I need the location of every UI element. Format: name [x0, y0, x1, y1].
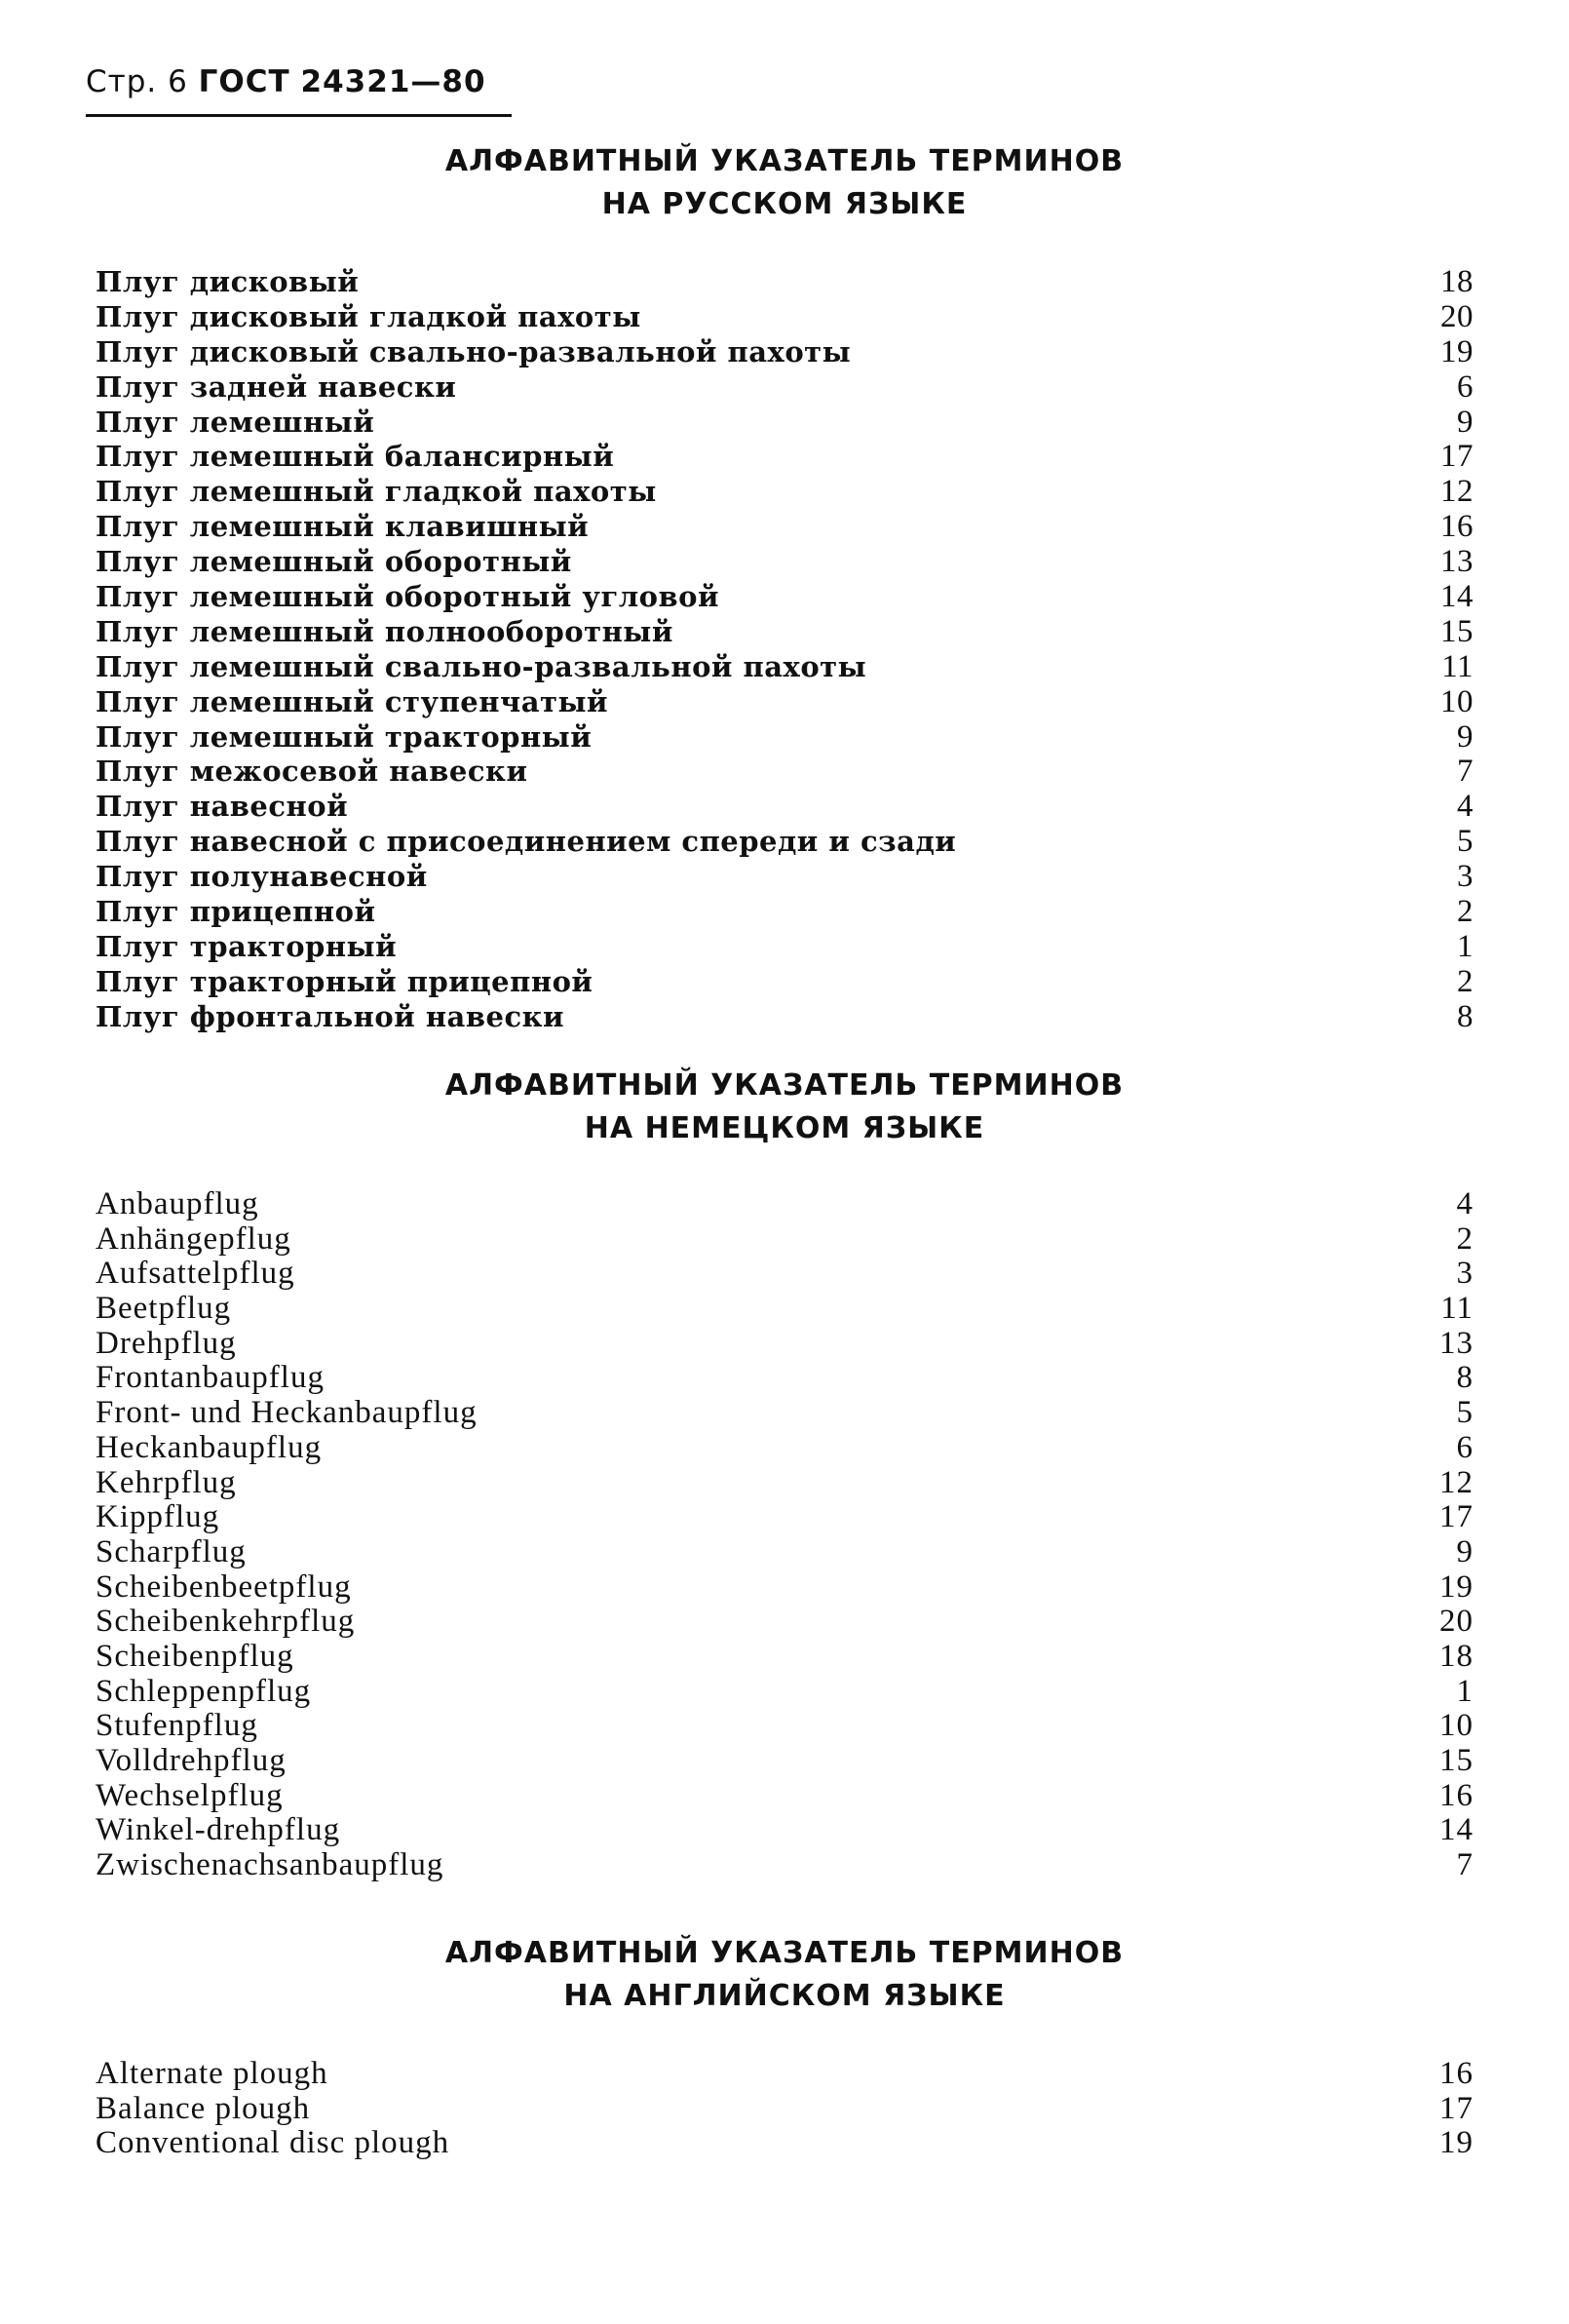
index-ref-number: 20 — [1440, 298, 1473, 334]
index-ref-number: 14 — [1439, 1812, 1473, 1848]
index-term: Frontanbaupflug — [96, 1360, 325, 1396]
index-ref-number: 12 — [1439, 1464, 1473, 1500]
index-term: Плуг навесной с присоединением спереди и сзади — [96, 825, 957, 859]
index-entry — [90, 825, 1473, 860]
index-entry — [90, 615, 1473, 650]
index-entry — [90, 1222, 1473, 1258]
index-entry — [90, 1605, 1473, 1640]
german-index-title — [0, 1065, 1569, 1150]
index-entry — [90, 300, 1473, 335]
index-ref-number: 8 — [1456, 1360, 1473, 1396]
index-entry — [90, 685, 1473, 720]
index-term: Плуг фронтальной навески — [96, 999, 565, 1033]
index-entry — [90, 1257, 1473, 1292]
index-entry — [90, 1813, 1473, 1848]
index-entry — [90, 510, 1473, 545]
index-entry — [90, 1500, 1473, 1535]
standard-number: 24321—80 — [300, 64, 486, 99]
index-ref-number: 17 — [1440, 439, 1473, 475]
index-entry — [90, 755, 1473, 790]
index-term: Плуг лемешный клавишный — [96, 510, 590, 544]
index-term: Anhängepflug — [96, 1220, 291, 1257]
index-term: Плуг дисковый свально-развальной пахоты — [96, 334, 852, 368]
index-entry — [90, 1361, 1473, 1396]
index-term: Scharpflug — [96, 1533, 247, 1569]
index-term: Плуг навесной — [96, 790, 349, 824]
index-ref-number: 10 — [1439, 1708, 1473, 1744]
index-ref-number: 2 — [1457, 894, 1473, 930]
index-entry — [90, 790, 1473, 825]
section-title-line: АЛФАВИТНЫЙ УКАЗАТЕЛЬ ТЕРМИНОВ — [444, 1936, 1125, 1970]
index-ref-number: 2 — [1457, 963, 1473, 999]
index-entry — [90, 965, 1473, 1000]
index-term: Aufsattelpflug — [96, 1256, 295, 1292]
header-rule — [86, 114, 512, 117]
index-ref-number: 4 — [1457, 789, 1473, 825]
index-ref-number: 15 — [1440, 613, 1473, 649]
index-term: Плуг лемешный оборотный — [96, 545, 572, 579]
index-ref-number: 3 — [1457, 859, 1473, 895]
index-ref-number: 20 — [1439, 1604, 1473, 1640]
section-title-line: АЛФАВИТНЫЙ УКАЗАТЕЛЬ ТЕРМИНОВ — [444, 144, 1125, 178]
index-ref-number: 12 — [1440, 474, 1473, 510]
index-ref-number: 17 — [1439, 1499, 1473, 1535]
index-ref-number: 14 — [1440, 579, 1473, 615]
index-term: Плуг дисковый гладкой пахоты — [96, 299, 641, 333]
index-term: Плуг лемешный оборотный угловой — [96, 580, 720, 614]
standard-label: ГОСТ — [198, 64, 290, 99]
index-entry — [90, 1187, 1473, 1222]
index-ref-number: 19 — [1439, 2125, 1473, 2161]
index-term: Плуг лемешный полнооборотный — [96, 614, 673, 648]
index-ref-number: 9 — [1456, 1533, 1473, 1569]
index-term: Плуг лемешный свально-развальной пахоты — [96, 649, 867, 683]
index-term: Kehrpflug — [96, 1464, 237, 1500]
index-ref-number: 19 — [1440, 333, 1473, 369]
index-term: Плуг тракторный — [96, 929, 398, 963]
index-ref-number: 13 — [1439, 1325, 1473, 1361]
index-ref-number: 6 — [1457, 368, 1473, 405]
russian-index-title — [0, 140, 1569, 226]
index-entry — [90, 1709, 1473, 1744]
index-term: Плуг лемешный — [96, 405, 375, 439]
index-ref-number: 9 — [1457, 718, 1473, 755]
index-ref-number: 18 — [1440, 264, 1473, 299]
index-term: Anbaupflug — [96, 1186, 259, 1221]
index-ref-number: 3 — [1456, 1256, 1473, 1292]
index-term: Volldrehpflug — [96, 1743, 287, 1778]
index-ref-number: 5 — [1456, 1395, 1473, 1431]
english-index-title — [0, 1932, 1569, 2018]
index-entry — [90, 475, 1473, 510]
index-ref-number: 16 — [1439, 1777, 1473, 1813]
index-ref-number: 7 — [1457, 754, 1473, 790]
index-term: Heckanbaupflug — [96, 1429, 323, 1465]
index-entry — [90, 2126, 1473, 2161]
index-term: Scheibenpflug — [96, 1638, 294, 1674]
english-index-list — [90, 2057, 1473, 2161]
index-ref-number: 15 — [1439, 1743, 1473, 1778]
index-term: Beetpflug — [96, 1291, 232, 1327]
index-ref-number: 13 — [1440, 544, 1473, 580]
index-term: Kippflug — [96, 1499, 220, 1535]
page-label: Стр. 6 — [86, 64, 188, 99]
index-entry — [90, 650, 1473, 685]
index-ref-number: 2 — [1456, 1220, 1473, 1257]
index-term: Stufenpflug — [96, 1708, 258, 1744]
index-ref-number: 11 — [1440, 1291, 1473, 1327]
index-ref-number: 10 — [1440, 683, 1473, 719]
index-ref-number: 8 — [1457, 998, 1473, 1034]
index-entry — [90, 265, 1473, 300]
index-ref-number: 9 — [1457, 404, 1473, 440]
index-term: Schleppenpflug — [96, 1673, 312, 1709]
russian-index-list — [90, 265, 1473, 1035]
index-term: Scheibenkehrpflug — [96, 1604, 356, 1640]
page-header — [86, 64, 486, 99]
index-ref-number: 5 — [1457, 824, 1473, 860]
index-term: Front- und Heckanbaupflug — [96, 1395, 478, 1431]
index-term: Zwischenachsanbaupflug — [96, 1847, 444, 1883]
index-entry — [90, 895, 1473, 930]
index-entry — [90, 370, 1473, 406]
index-entry — [90, 580, 1473, 615]
index-entry — [90, 1431, 1473, 1466]
index-ref-number: 18 — [1439, 1638, 1473, 1674]
index-entry — [90, 930, 1473, 965]
index-term: Плуг лемешный ступенчатый — [96, 684, 609, 718]
index-entry — [90, 2057, 1473, 2092]
index-ref-number: 16 — [1439, 2056, 1473, 2091]
index-term: Conventional disc plough — [96, 2125, 450, 2161]
index-entry — [90, 1466, 1473, 1501]
index-entry — [90, 545, 1473, 580]
index-term: Scheibenbeetpflug — [96, 1569, 352, 1605]
index-term: Wechselpflug — [96, 1777, 284, 1813]
index-term: Плуг лемешный тракторный — [96, 719, 593, 754]
index-ref-number: 4 — [1456, 1186, 1473, 1221]
index-entry — [90, 1292, 1473, 1327]
index-term: Плуг межосевой навески — [96, 755, 528, 789]
index-entry — [90, 1535, 1473, 1570]
index-term: Плуг лемешный балансирный — [96, 440, 615, 474]
index-term: Alternate plough — [96, 2056, 328, 2091]
index-entry — [90, 720, 1473, 755]
index-term: Плуг прицепной — [96, 895, 376, 929]
index-ref-number: 1 — [1456, 1673, 1473, 1709]
index-entry — [90, 1000, 1473, 1035]
index-entry — [90, 1327, 1473, 1362]
index-entry — [90, 1675, 1473, 1710]
index-ref-number: 7 — [1456, 1847, 1473, 1883]
index-entry — [90, 406, 1473, 441]
index-term: Плуг дисковый — [96, 265, 360, 298]
index-term: Balance plough — [96, 2090, 311, 2126]
section-title-line: НА РУССКОМ ЯЗЫКЕ — [601, 187, 968, 221]
index-entry — [90, 860, 1473, 895]
index-term: Winkel-drehpflug — [96, 1812, 341, 1848]
section-title-line: АЛФАВИТНЫЙ УКАЗАТЕЛЬ ТЕРМИНОВ — [444, 1068, 1125, 1103]
german-index-list — [90, 1187, 1473, 1883]
index-ref-number: 6 — [1456, 1429, 1473, 1465]
index-term: Плуг тракторный прицепной — [96, 964, 593, 998]
index-entry — [90, 1640, 1473, 1675]
index-entry — [90, 1848, 1473, 1883]
index-ref-number: 19 — [1439, 1569, 1473, 1605]
index-entry — [90, 335, 1473, 370]
index-ref-number: 11 — [1441, 648, 1473, 684]
index-term: Drehpflug — [96, 1325, 237, 1361]
index-term: Плуг полунавесной — [96, 860, 428, 894]
index-entry — [90, 1396, 1473, 1431]
index-ref-number: 16 — [1440, 509, 1473, 545]
index-entry — [90, 440, 1473, 475]
section-title-line: НА НЕМЕЦКОМ ЯЗЫКЕ — [584, 1111, 985, 1145]
index-entry — [90, 2092, 1473, 2127]
index-entry — [90, 1779, 1473, 1814]
section-title-line: НА АНГЛИЙСКОМ ЯЗЫКЕ — [563, 1979, 1006, 2013]
index-ref-number: 17 — [1439, 2090, 1473, 2126]
index-term: Плуг лемешный гладкой пахоты — [96, 475, 657, 509]
index-entry — [90, 1570, 1473, 1606]
index-term: Плуг задней навески — [96, 369, 457, 404]
index-ref-number: 1 — [1457, 928, 1473, 964]
index-entry — [90, 1744, 1473, 1779]
